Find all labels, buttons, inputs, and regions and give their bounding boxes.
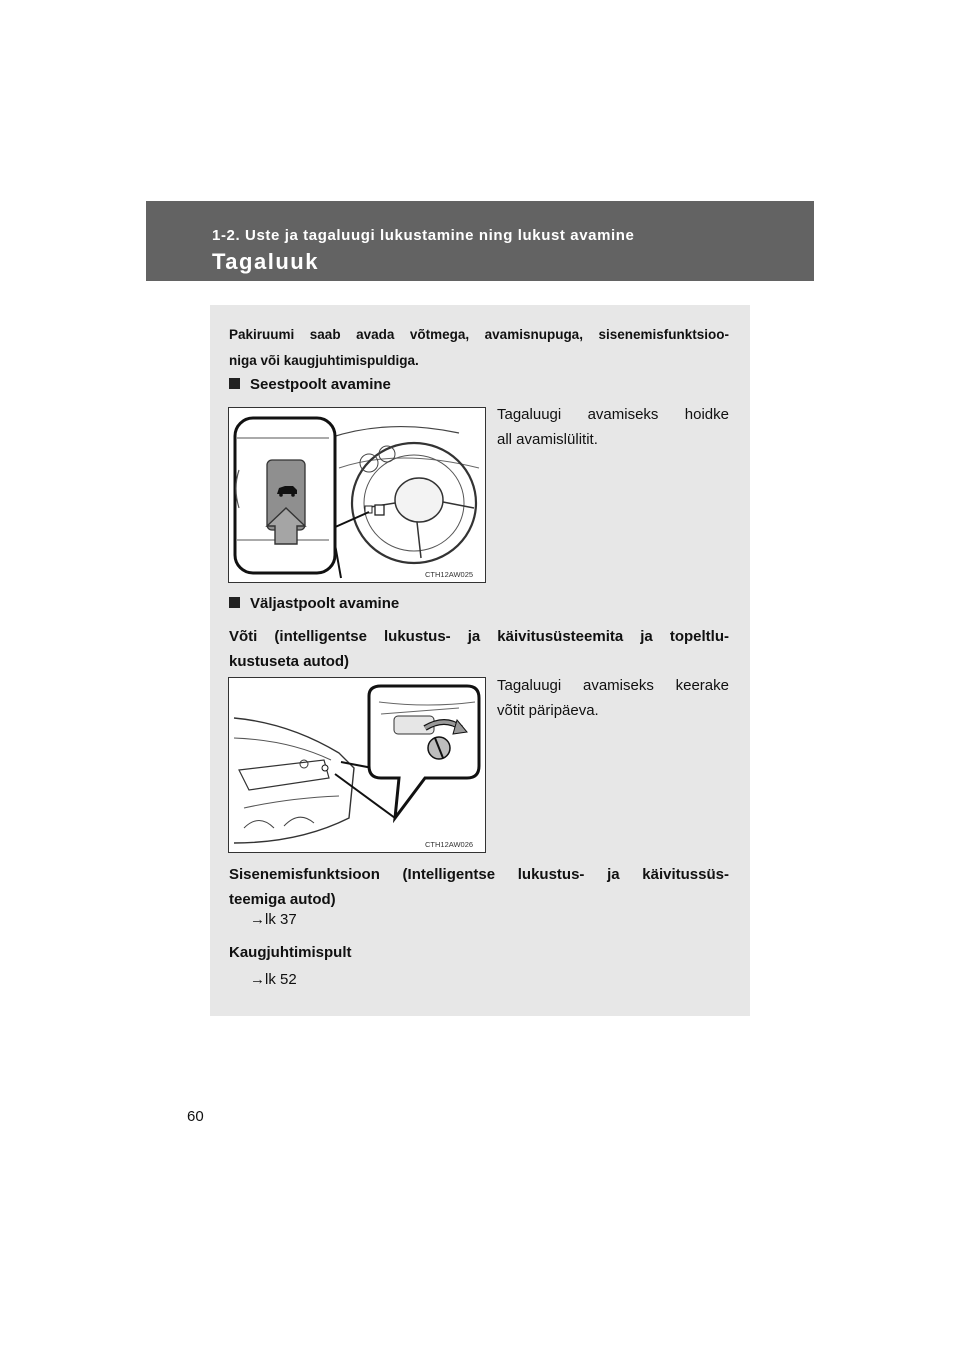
page-title: Tagaluuk [212, 249, 319, 274]
heading-outside-opening: Väljastpoolt avamine [229, 595, 399, 612]
figure-interior-switch [228, 407, 486, 583]
arrow-right-icon: → [250, 971, 265, 988]
page-reference-link[interactable]: →lk 37 [250, 911, 297, 928]
remote-heading: Kaugjuhtimispult [229, 944, 352, 961]
inside-instructions: Tagaluugi avamiseks hoidke all avamislülitit. [497, 406, 729, 448]
heading-inside-opening: Seestpoolt avamine [229, 376, 391, 393]
figure-code: CTH12AW026 [425, 840, 474, 849]
figure-code: CTH12AW025 [425, 570, 474, 579]
content-panel [210, 305, 750, 1016]
page-reference-link[interactable]: →lk 52 [250, 971, 297, 988]
outside-instructions: Tagaluugi avamiseks keerake võtit päripäeva. [497, 677, 729, 719]
intro-line: niga või kaugjuhtimispuldiga. [229, 353, 419, 368]
intro-text [229, 322, 729, 374]
chapter-header-bar [146, 201, 814, 281]
square-bullet-icon [229, 597, 240, 608]
exterior-opener-illustration [229, 678, 485, 852]
key-heading: Võti (intelligentse lukustus- ja käivitusüsteemita ja topeltlu- kustuseta autod) [229, 628, 729, 670]
page-number: 60 [187, 1108, 204, 1125]
entry-function-heading: Sisenemisfunktsioon (Intelligentse lukustus- ja käivitussüs- teemiga autod) [229, 866, 729, 908]
figure-key-cylinder [228, 677, 486, 853]
arrow-right-icon: → [250, 911, 265, 928]
square-bullet-icon [229, 378, 240, 389]
section-title: 1-2. Uste ja tagaluugi lukustamine ning lukust avamine [212, 227, 635, 244]
intro-line: Pakiruumi saab avada võtmega, avamisnupuga, sisenemisfunktsioo- [229, 327, 729, 342]
interior-opener-illustration [229, 408, 485, 582]
